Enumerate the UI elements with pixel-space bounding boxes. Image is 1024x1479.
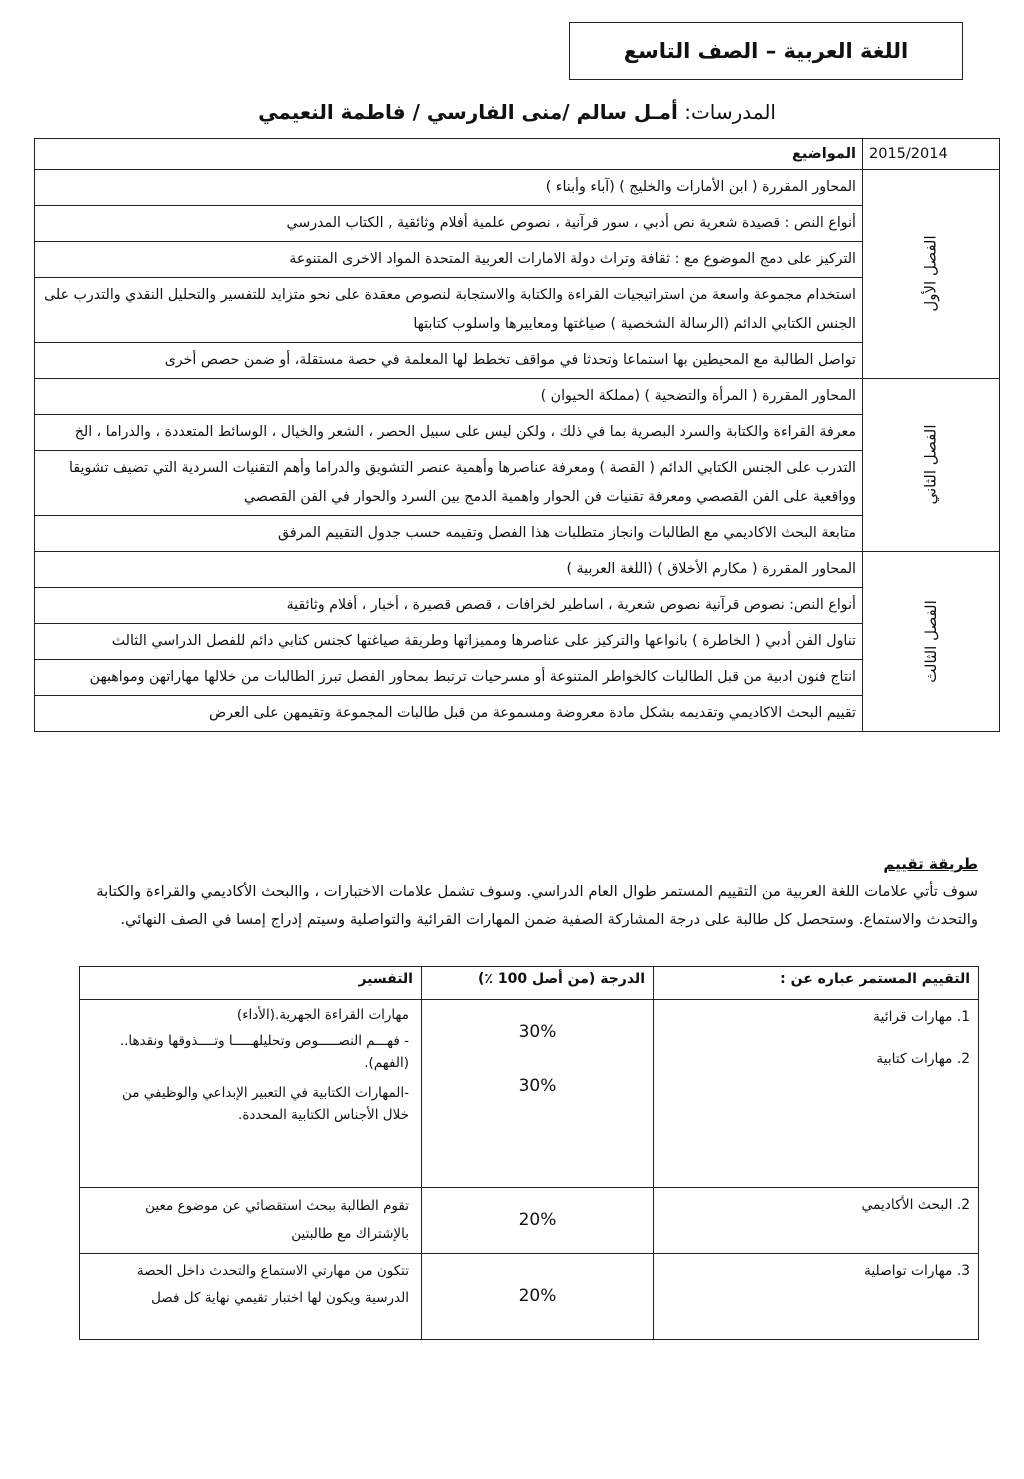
- plan-header-row: [35, 139, 1000, 170]
- table-row: [35, 170, 1000, 206]
- assessment-grade-cell: [422, 1000, 654, 1188]
- table-row: [35, 516, 1000, 552]
- assessment-table: [79, 966, 979, 1340]
- assessment-header-grade: الدرجة (من أصل 100 ٪): [422, 967, 654, 1000]
- assessment-header-item: التقييم المستمر عباره عن :: [654, 967, 979, 1000]
- plan-cell: المحاور المقررة ( ابن الأمارات والخليج ) (آباء وأبناء ): [35, 170, 863, 206]
- table-row: [35, 278, 1000, 343]
- table-row: [35, 415, 1000, 451]
- assessment-method-section: [48, 850, 978, 934]
- assessment-item: 1. مهارات قرائية: [873, 1009, 970, 1025]
- assessment-explanation: - فهـــم النصـــــوص وتحليلهـــــا وتــــذوقها ونقدها..(الفهم).: [119, 1033, 409, 1071]
- plan-cell: تقييم البحث الاكاديمي وتقديمه بشكل مادة معروضة ومسموعة من قبل طالبات المجموعة وتقيمهن على العرض: [35, 696, 863, 732]
- assessment-item: 2. البحث الأكاديمي: [861, 1197, 970, 1213]
- term-cell: [863, 552, 1000, 732]
- plan-cell: تناول الفن أدبي ( الخاطرة ) بانواعها والتركيز على عناصرها ومميزاتها وطريقة صياغتها كجنس كتابي دائم للفصل الدراسي الثالث: [35, 624, 863, 660]
- term-name: الفصل الأول: [921, 235, 940, 312]
- table-row: [35, 696, 1000, 732]
- assessment-explanation-cell: [80, 1254, 422, 1340]
- table-row: [80, 1254, 979, 1340]
- assessment-grade: 30%: [518, 1022, 557, 1042]
- assessment-header-explanation: التفسير: [80, 967, 422, 1000]
- assessment-item-cell: [654, 1000, 979, 1188]
- page-title: اللغة العربية – الصف التاسع: [623, 39, 909, 63]
- teachers-label: المدرسات:: [684, 100, 776, 124]
- plan-cell: التدرب على الجنس الكتابي الدائم ( القصة ) ومعرفة عناصرها وأهمية عنصر التشويق والدراما وأهم التقنيات السردية التي تضيف تشويقا وواقعية على الفن القصصي ومعرفة تقنيات فن الحوار واهمية الدمج بين السرد والحوار في الفن القصصي: [35, 451, 863, 516]
- plan-cell: انتاج فنون ادبية من قبل الطالبات كالخواطر المتنوعة أو مسرحيات ترتبط بمحاور الفصل تبرز الطالبات من خلالها مهاراتهن ومواهبهن: [35, 660, 863, 696]
- plan-year: 2015/2014: [863, 139, 1000, 170]
- table-row: [35, 451, 1000, 516]
- assessment-grade: 30%: [518, 1076, 557, 1096]
- plan-cell: المحاور المقررة ( مكارم الأخلاق ) (اللغة العربية ): [35, 552, 863, 588]
- term-cell: [863, 379, 1000, 552]
- plan-cell: المحاور المقررة ( المرأة والتضحية ) (مملكة الحيوان ): [35, 379, 863, 415]
- term-name: الفصل الثالث: [921, 599, 940, 683]
- teachers-names: أمـل سالم /منى الفارسي / فاطمة النعيمي: [258, 100, 678, 124]
- plan-cell: استخدام مجموعة واسعة من استراتيجيات القراءة والكتابة والاستجابة لنصوص معقدة على نحو متزايد للتفسير والتحليل النقدي والتدرب على الجنس الكتابي الدائم (الرسالة الشخصية ) صياغتها ومعاييرها واسلوب كتابتها: [35, 278, 863, 343]
- assessment-item-cell: [654, 1188, 979, 1254]
- table-row: [80, 1188, 979, 1254]
- table-row: [35, 343, 1000, 379]
- plan-topics-header: المواضيع: [35, 139, 863, 170]
- table-row: [80, 1000, 979, 1188]
- assessment-grade-cell: [422, 1188, 654, 1254]
- assessment-grade: 20%: [518, 1286, 557, 1306]
- plan-cell: معرفة القراءة والكتابة والسرد البصرية بما في ذلك ، ولكن ليس على سبيل الحصر ، الشعر والخيال ، الوسائط المتعددة ، والدراما ، الخ: [35, 415, 863, 451]
- plan-cell: أنواع النص: نصوص قرآنية نصوص شعرية ، اساطير لخرافات ، قصص قصيرة ، أخبار ، أفلام وثائقية: [35, 588, 863, 624]
- assessment-method-heading: طريقة تقييم: [883, 855, 978, 873]
- table-row: [35, 379, 1000, 415]
- assessment-grade: 20%: [518, 1210, 557, 1230]
- term-cell: [863, 170, 1000, 379]
- page-title-box: [569, 22, 963, 80]
- table-row: [35, 624, 1000, 660]
- teachers-line: [258, 100, 776, 124]
- plan-cell: التركيز على دمج الموضوع مع : ثقافة وتراث دولة الامارات العربية المتحدة المواد الاخرى المتنوعة: [35, 242, 863, 278]
- table-row: [35, 206, 1000, 242]
- plan-cell: متابعة البحث الاكاديمي مع الطالبات وانجاز متطلبات هذا الفصل وتقيمه حسب جدول التقييم المرفق: [35, 516, 863, 552]
- assessment-header-row: [80, 967, 979, 1000]
- assessment-item-cell: [654, 1254, 979, 1340]
- assessment-method-text: سوف تأتي علامات اللغة العربية من التقييم المستمر طوال العام الدراسي. وسوف تشمل علامات الاختبارات ، واالبحث الأكاديمي والقراءة والكتابة والتحدث والاستماع. وستحصل كل طالبة على درجة المشاركة الصفية ضمن المهارات القرائية والتواصلية وسيتم إدراج إمسا في الصف النهائي.: [96, 883, 978, 928]
- plan-cell: أنواع النص : قصيدة شعرية نص أدبي ، سور قرآنية ، نصوص علمية أفلام وثائقية , الكتاب المدرسي: [35, 206, 863, 242]
- assessment-grade-cell: [422, 1254, 654, 1340]
- assessment-explanation: تتكون من مهارتي الاستماع والتحدث داخل الحصة الدرسية ويكون لها اختبار تقيمي نهاية كل فصل: [136, 1263, 409, 1306]
- term-name: الفصل الثاني: [921, 424, 940, 505]
- table-row: [35, 242, 1000, 278]
- assessment-explanation-cell: [80, 1000, 422, 1188]
- plan-cell: تواصل الطالبة مع المحيطين بها استماعا وتحدثا في مواقف تخطط لها المعلمة في حصة مستقلة، أو ضمن حصص أخرى: [35, 343, 863, 379]
- assessment-explanation: -المهارات الكتابية في التعبير الإبداعي والوظيفي من خلال الأجناس الكتابية المحددة.: [121, 1085, 409, 1123]
- assessment-explanation: مهارات القراءة الجهرية.(الأداء): [236, 1007, 409, 1023]
- table-row: [35, 588, 1000, 624]
- table-row: [35, 660, 1000, 696]
- assessment-explanation: تقوم الطالبة ببحث استقصائي عن موضوع معين بالإشتراك مع طالبتين: [145, 1198, 409, 1242]
- assessment-explanation-cell: [80, 1188, 422, 1254]
- assessment-item: 2. مهارات كتابية: [876, 1051, 970, 1067]
- table-row: [35, 552, 1000, 588]
- assessment-item: 3. مهارات تواصلية: [863, 1263, 970, 1279]
- curriculum-plan-table: [34, 138, 1000, 732]
